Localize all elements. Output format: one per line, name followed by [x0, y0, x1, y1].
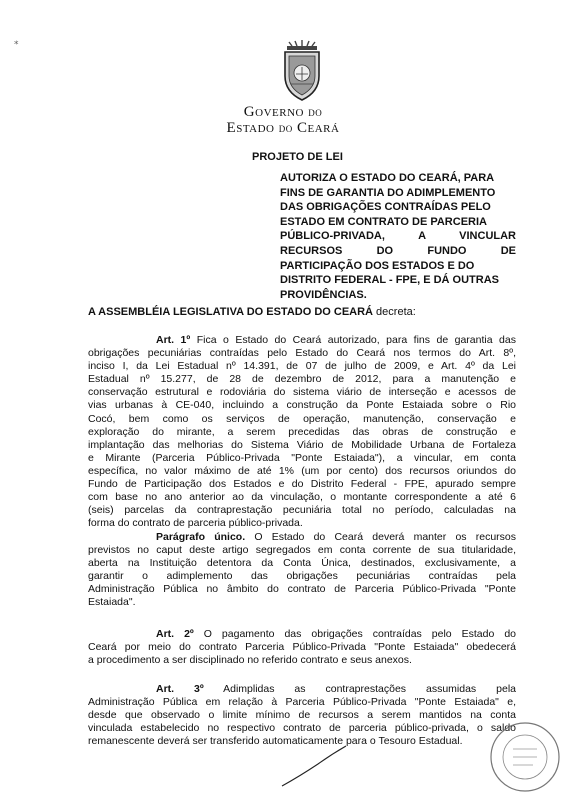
article-3-line: remanescente deverá ser transferido automaticamente para o Tesouro Estadual.	[88, 735, 463, 748]
ementa-line: DAS OBRIGAÇÕES CONTRAÍDAS PELO	[280, 201, 491, 214]
paragraph-unico	[88, 531, 516, 610]
article-1-line: Fundo de Participação dos Estados e do Distrito Federal - FPE, apurado sempre	[88, 478, 516, 491]
ementa-line: DISTRITO FEDERAL - FPE, E DÁ OUTRAS	[280, 274, 499, 287]
paragraph-unico-line: Administração Pública no âmbito do contrato de Parceria Público-Privada "Ponte	[88, 583, 516, 596]
article-1-line: forma do contrato de parceria público-privada.	[88, 517, 303, 530]
article-3-line: Administração Pública em relação à Parceria Público-Privada "Ponte Estaiada" e,	[88, 696, 516, 709]
signature-icon	[270, 740, 370, 790]
article-1	[88, 334, 516, 530]
article-2-label: Art. 2º	[156, 628, 194, 640]
article-3-label: Art. 3º	[156, 683, 204, 695]
article-2-line-0: Art. 2º O pagamento das obrigações contraídas pelo Estado do	[156, 628, 516, 640]
government-line-2: ESTADO DO CEARÁ	[226, 120, 340, 136]
article-1-line: (seis) parcelas da contraprestação pecuniária total no período, calculadas na	[88, 504, 516, 517]
article-1-line: vias urbanas à CE-040, incluindo a construção da Ponte Estaiada sobre o Rio	[88, 399, 516, 412]
article-2-line: a procedimento a ser disciplinado no referido contrato e seus anexos.	[88, 654, 412, 667]
article-1-line: exploração do mirante, a serem precedidas das obras de construção e	[88, 425, 516, 438]
ementa-line: PARTICIPAÇÃO DOS ESTADOS E DO	[280, 259, 475, 272]
ementa-line: PROVIDÊNCIAS.	[280, 288, 367, 301]
article-1-line: implantação das melhorias do Sistema Viário de Mobilidade Urbana de Fortaleza	[88, 438, 516, 451]
article-1-line: obrigações pecuniárias contraídas pelo Estado do Ceará nos termos do Art. 8º,	[88, 347, 516, 360]
ementa-line: RECURSOS DO FUNDO DE	[280, 244, 516, 257]
article-3-line: vinculada estabelecido no respectivo contrato de parceria público-privada, o saldo	[88, 722, 516, 735]
paragraph-unico-line-0: Parágrafo único. O Estado do Ceará deverá manter os recursos	[156, 531, 516, 543]
article-1-line: Estadual nº 15.277, de 28 de dezembro de 2012, para a manutenção e	[88, 373, 516, 386]
paragraph-unico-label: Parágrafo único.	[156, 531, 246, 543]
article-1-line: e Mirante (Parceria Público-Privada "Ponte Estaiada"), a vincular, em conta	[88, 451, 516, 464]
article-2	[88, 628, 516, 667]
article-2-line: Ceará por meio do contrato Parceria Público-Privada "Ponte Estaiada" obedecerá	[88, 641, 516, 654]
article-3-line-0: Art. 3º Adimplidas as contraprestações assumidas pela	[156, 683, 516, 695]
paragraph-unico-line: Estaiada".	[88, 596, 136, 609]
article-3	[88, 683, 516, 748]
document-title: PROJETO DE LEI	[252, 151, 343, 163]
article-1-line: Cocó, bem como os serviços de operação, manutenção, conservação e	[88, 412, 516, 425]
article-3-line: desde que observado o limite mínimo de recursos a serem mantidos na conta	[88, 709, 516, 722]
ementa-line: FINS DE GARANTIA DO ADIMPLEMENTO	[280, 186, 496, 199]
margin-mark: ⁎	[14, 36, 19, 46]
ementa-line: PÚBLICO-PRIVADA, A VINCULAR	[280, 230, 516, 243]
article-1-line: inciso I, da Lei Estadual nº 14.391, de 07 de julho de 2009, e Art. 4º da Lei	[88, 360, 516, 373]
government-line-1: GOVERNO DO	[243, 104, 323, 120]
paragraph-unico-line: garantir o adimplemento das obrigações pecuniárias contraídas pela	[88, 570, 516, 583]
preamble-bold: A ASSEMBLÉIA LEGISLATIVA DO ESTADO DO CEARÁ	[88, 306, 373, 318]
preamble	[88, 306, 416, 318]
ementa-line: ESTADO EM CONTRATO DE PARCERIA	[280, 215, 487, 228]
coat-of-arms-icon	[277, 40, 327, 102]
article-1-line: com base no ano anterior ao da vinculação, o montante correspondente a até 6	[88, 491, 516, 504]
official-stamp-icon	[483, 715, 563, 795]
ementa-line: AUTORIZA O ESTADO DO CEARÁ, PARA	[280, 172, 495, 184]
ementa	[280, 171, 516, 302]
paragraph-unico-line: previstos no caput deste artigo segregados em conta corrente de sua titularidade,	[88, 544, 516, 557]
paragraph-unico-line: aberta na Instituição detentora da Conta Única, destinados, exclusivamente, a	[88, 557, 516, 570]
article-1-label: Art. 1º	[156, 334, 191, 346]
article-1-line: específica, no valor máximo de até 1% (um por cento) dos recursos oriundos do	[88, 464, 516, 477]
article-1-line: conservação estrutural e rodoviária do sistema viário de interseção e acessos de	[88, 386, 516, 399]
article-1-line-0: Art. 1º Fica o Estado do Ceará autorizado, para fins de garantia das	[156, 334, 516, 346]
preamble-rest: decreta:	[373, 306, 416, 318]
